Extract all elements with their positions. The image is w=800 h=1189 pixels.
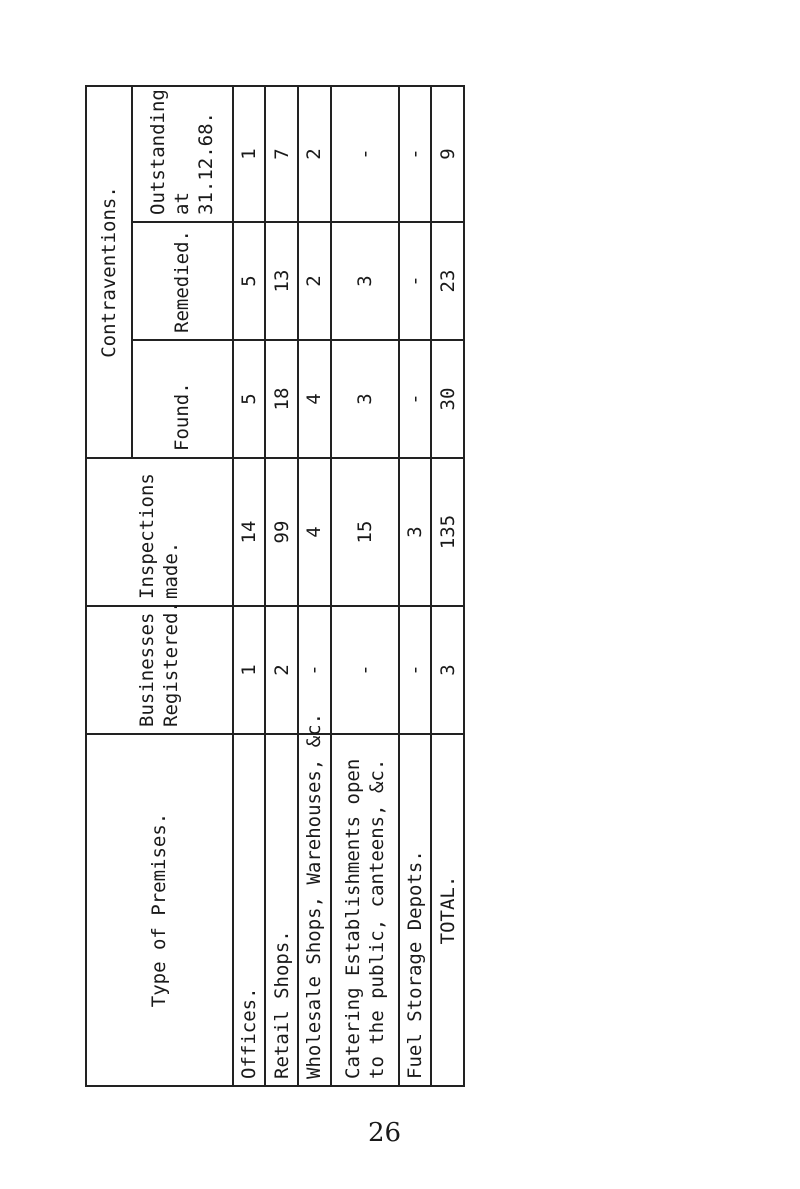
table-row	[265, 86, 298, 1086]
header-type-of-premises: Type of Premises.	[86, 734, 233, 1086]
found-cell: 3	[331, 340, 399, 458]
outstanding-cell: 2	[298, 86, 331, 222]
table-row	[298, 86, 331, 1086]
registered-cell: 1	[233, 606, 266, 734]
header-row-top	[86, 86, 132, 1086]
inspections-cell: 4	[298, 458, 331, 606]
header-outstanding: Outstanding at 31.12.68.	[132, 86, 233, 222]
registered-cell: 2	[265, 606, 298, 734]
inspections-cell: 14	[233, 458, 266, 606]
registered-cell: -	[399, 606, 432, 734]
header-contraventions: Contraventions.	[86, 86, 132, 458]
remedied-cell: 13	[265, 222, 298, 340]
remedied-cell: -	[399, 222, 432, 340]
header-businesses-registered: Businesses Registered.	[86, 606, 233, 734]
outstanding-cell: 1	[233, 86, 266, 222]
found-cell: -	[399, 340, 432, 458]
remedied-cell: 5	[233, 222, 266, 340]
outstanding-cell: -	[331, 86, 399, 222]
found-cell: 5	[233, 340, 266, 458]
remedied-cell: 2	[298, 222, 331, 340]
page-number: 26	[368, 1118, 402, 1148]
total-inspections: 135	[431, 458, 464, 606]
inspections-cell: 3	[399, 458, 432, 606]
found-cell: 18	[265, 340, 298, 458]
remedied-cell: 3	[331, 222, 399, 340]
total-outstanding: 9	[431, 86, 464, 222]
table-row	[233, 86, 266, 1086]
outstanding-cell: 7	[265, 86, 298, 222]
premises-type-cell: Retail Shops.	[265, 734, 298, 1086]
premises-type-cell: Fuel Storage Depots.	[399, 734, 432, 1086]
total-registered: 3	[431, 606, 464, 734]
total-remedied: 23	[431, 222, 464, 340]
inspections-cell: 15	[331, 458, 399, 606]
premises-type-cell: Catering Establishments open to the public, canteens, &c.	[331, 734, 399, 1086]
total-label: TOTAL.	[431, 734, 464, 1086]
premises-inspection-table	[85, 85, 465, 1087]
total-found: 30	[431, 340, 464, 458]
premises-type-cell: Wholesale Shops, Warehouses, &c.	[298, 734, 331, 1086]
header-remedied: Remedied.	[132, 222, 233, 340]
rotated-table-container	[85, 87, 465, 1087]
found-cell: 4	[298, 340, 331, 458]
header-found: Found.	[132, 340, 233, 458]
registered-cell: -	[298, 606, 331, 734]
table-row	[399, 86, 432, 1086]
total-row	[431, 86, 464, 1086]
registered-cell: -	[331, 606, 399, 734]
premises-type-cell: Offices.	[233, 734, 266, 1086]
outstanding-cell: -	[399, 86, 432, 222]
table-row	[331, 86, 399, 1086]
header-inspections-made: Inspections made.	[86, 458, 233, 606]
inspections-cell: 99	[265, 458, 298, 606]
